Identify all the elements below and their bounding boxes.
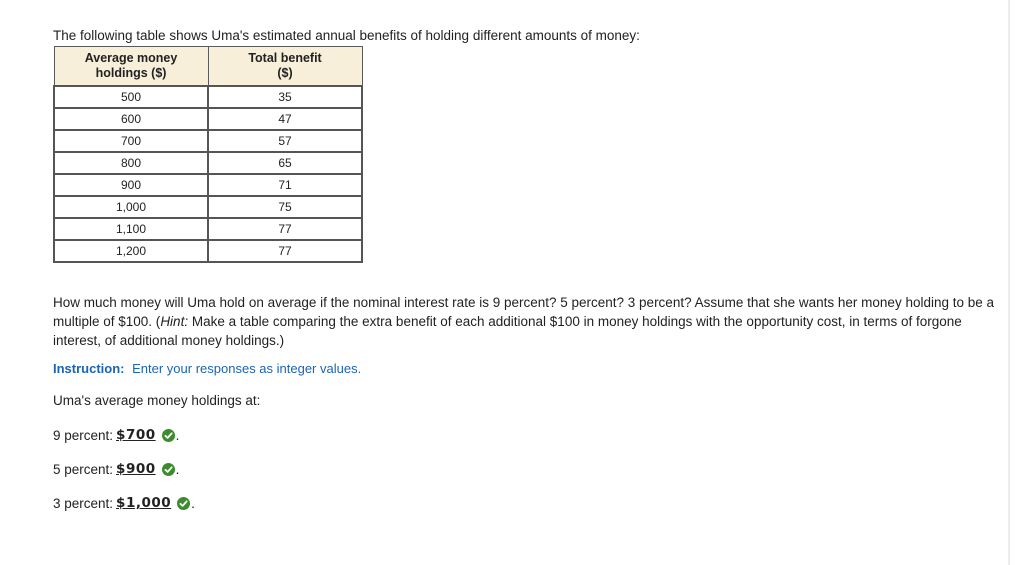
answer-value[interactable]: $900 — [116, 461, 156, 477]
benefits-table — [53, 46, 363, 263]
table-row — [54, 196, 362, 218]
answer-period: . — [175, 461, 180, 477]
table-row — [54, 152, 362, 174]
answer-9-percent — [53, 427, 179, 443]
question-text — [53, 293, 1003, 350]
header-average-money-holdings — [54, 47, 208, 87]
hint-label: Hint: — [160, 314, 189, 329]
benefit-cell: 71 — [208, 174, 362, 196]
question-main: How much money will Uma hold on average if the nominal interest rate is 9 percent? 5 percent? 3 percent? Assume that she wants her money holding to be a multiple of $100. ( — [53, 295, 995, 329]
table-row — [54, 218, 362, 240]
instruction-label: Instruction: — [53, 361, 125, 376]
holdings-cell: 1,200 — [54, 240, 208, 262]
answer-value[interactable]: $1,000 — [116, 495, 172, 511]
benefit-cell: 77 — [208, 240, 362, 262]
answer-3-percent — [53, 495, 195, 511]
answer-label: 9 percent: — [53, 427, 114, 443]
check-circle-icon — [177, 497, 190, 510]
holdings-cell: 700 — [54, 130, 208, 152]
instruction — [53, 361, 361, 376]
instruction-text: Enter your responses as integer values. — [132, 361, 362, 376]
benefit-cell: 77 — [208, 218, 362, 240]
table-header-row — [54, 47, 362, 87]
holdings-cell: 1,100 — [54, 218, 208, 240]
check-circle-icon — [162, 463, 175, 476]
header-total-benefit — [208, 47, 362, 87]
holdings-cell: 500 — [54, 86, 208, 108]
header-col1-line1: Average money — [84, 51, 178, 65]
answer-period: . — [191, 495, 195, 511]
header-col1-line2: holdings ($) — [95, 66, 167, 80]
table-row — [54, 108, 362, 130]
holdings-cell: 800 — [54, 152, 208, 174]
holdings-cell: 900 — [54, 174, 208, 196]
benefit-cell: 75 — [208, 196, 362, 218]
hint-text: Make a table comparing the extra benefit of each additional $100 in money holdings with the opportunity cost, in terms of forgone interest, of additional money holdings.) — [53, 314, 962, 348]
answer-5-percent — [53, 461, 179, 477]
holdings-label: Uma's average money holdings at: — [53, 393, 261, 408]
holdings-cell: 600 — [54, 108, 208, 130]
header-col2-line1: Total benefit — [248, 51, 322, 65]
answer-label: 3 percent: — [53, 495, 114, 511]
benefit-cell: 65 — [208, 152, 362, 174]
intro-text: The following table shows Uma's estimated annual benefits of holding different amounts of money: — [53, 28, 640, 43]
table-row — [54, 174, 362, 196]
check-circle-icon — [162, 429, 175, 442]
answer-value[interactable]: $700 — [116, 427, 156, 443]
benefit-cell: 57 — [208, 130, 362, 152]
benefit-cell: 47 — [208, 108, 362, 130]
answer-period: . — [175, 427, 180, 443]
holdings-cell: 1,000 — [54, 196, 208, 218]
page-right-border — [1008, 0, 1010, 565]
table-row — [54, 130, 362, 152]
table-row — [54, 86, 362, 108]
answer-label: 5 percent: — [53, 461, 114, 477]
table-row — [54, 240, 362, 262]
header-col2-line2: ($) — [277, 66, 293, 80]
benefit-cell: 35 — [208, 86, 362, 108]
